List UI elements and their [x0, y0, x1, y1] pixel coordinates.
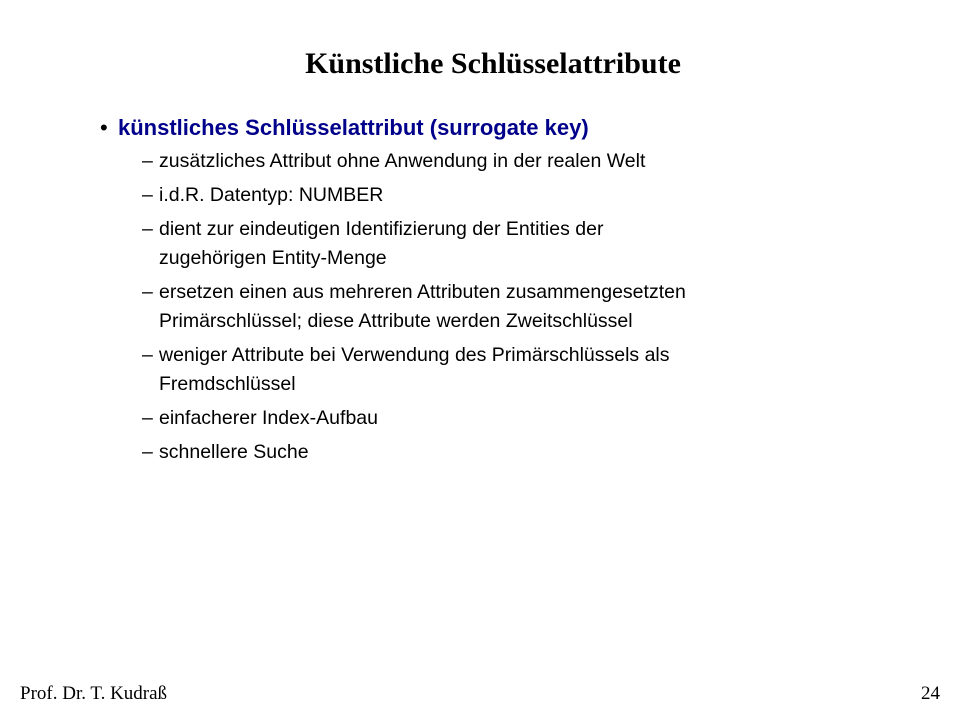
sub-bullet-line: schnellere Suche: [159, 441, 309, 463]
sub-bullet-item: [142, 215, 686, 273]
page-number: 24: [921, 683, 940, 704]
main-bullet: [100, 110, 589, 146]
sub-bullet-line: weniger Attribute bei Verwendung des Primärschlüssels als: [159, 344, 670, 366]
main-bullet-text: künstliches Schlüsselattribut (surrogate key): [118, 115, 589, 140]
slide-title: Künstliche Schlüsselattribute: [305, 47, 681, 80]
bullet-marker: •: [100, 115, 108, 140]
footer-author: Prof. Dr. T. Kudraß: [20, 683, 168, 704]
dash-marker: –: [142, 344, 153, 366]
sub-bullet-item: [142, 404, 686, 433]
dash-marker: –: [142, 281, 153, 303]
dash-marker: –: [142, 150, 153, 172]
sub-bullet-line: zusätzliches Attribut ohne Anwendung in der realen Welt: [159, 150, 646, 172]
sub-bullet-line: einfacherer Index-Aufbau: [159, 407, 378, 429]
dash-marker: –: [142, 407, 153, 429]
sub-bullet-list: [142, 147, 686, 472]
sub-bullet-item: [142, 278, 686, 336]
sub-bullet-item: [142, 341, 686, 399]
dash-marker: –: [142, 441, 153, 463]
sub-bullet-line: Primärschlüssel; diese Attribute werden Zweitschlüssel: [159, 310, 633, 332]
dash-marker: –: [142, 218, 153, 240]
sub-bullet-line: ersetzen einen aus mehreren Attributen zusammengesetzten: [159, 281, 686, 303]
sub-bullet-item: [142, 147, 686, 176]
sub-bullet-line: zugehörigen Entity-Menge: [159, 247, 387, 269]
sub-bullet-line: Fremdschlüssel: [159, 373, 296, 395]
sub-bullet-item: [142, 438, 686, 467]
sub-bullet-line: i.d.R. Datentyp: NUMBER: [159, 184, 384, 206]
dash-marker: –: [142, 184, 153, 206]
sub-bullet-line: dient zur eindeutigen Identifizierung der Entities der: [159, 218, 604, 240]
sub-bullet-item: [142, 181, 686, 210]
